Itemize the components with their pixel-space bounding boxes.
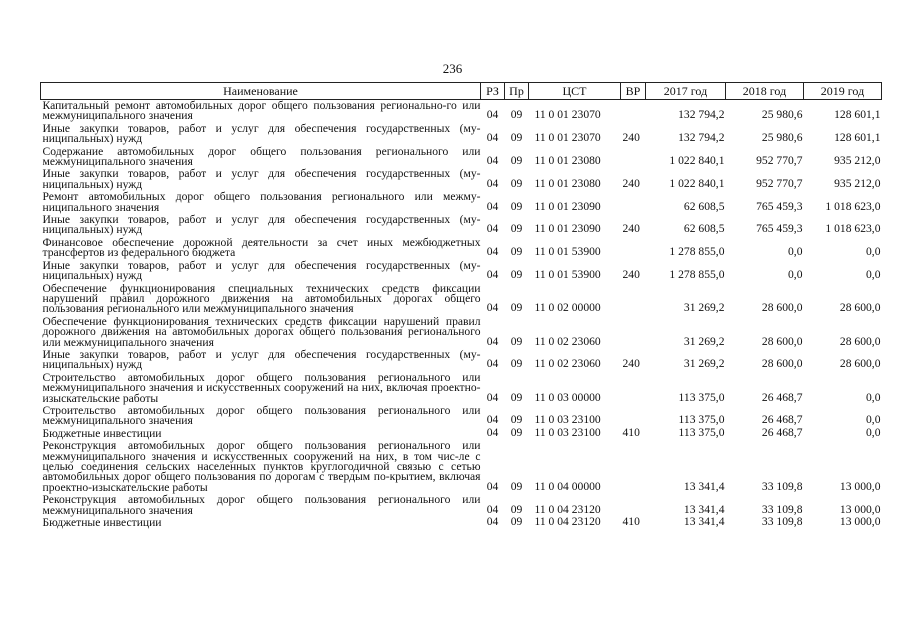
- row-value-2017: 132 794,2: [678, 108, 725, 122]
- row-vr: 240: [622, 131, 640, 145]
- row-pr: 09: [510, 301, 523, 315]
- row-cst: 11 0 03 23100: [534, 413, 601, 427]
- row-vr: 240: [622, 176, 640, 190]
- table-row: [41, 260, 882, 283]
- header-cst: ЦСТ: [529, 83, 621, 100]
- row-value-2019: 28 600,0: [839, 357, 881, 371]
- row-value-2017: 1 278 855,0: [669, 268, 725, 282]
- row-value-2019: 0,0: [866, 245, 881, 259]
- header-name: Наименование: [41, 83, 481, 100]
- row-value-2019: 13 000,0: [839, 515, 881, 529]
- row-vr: 240: [622, 357, 640, 371]
- row-vr: [621, 316, 646, 349]
- row-value-2017: 1 022 840,1: [669, 154, 725, 168]
- row-value-2019: 128 601,1: [834, 108, 881, 122]
- table-row: [41, 146, 882, 169]
- table-row: [41, 349, 882, 372]
- row-pr: 09: [510, 108, 523, 122]
- row-value-2018: 25 980,6: [761, 131, 803, 145]
- table-row: [41, 494, 882, 517]
- row-name: Бюджетные инвестиции: [42, 516, 162, 530]
- row-value-2017: 62 608,5: [683, 222, 725, 236]
- row-value-2019: 935 212,0: [834, 154, 881, 168]
- row-value-2018: 26 468,7: [761, 413, 803, 427]
- row-value-2017: 113 375,0: [678, 390, 725, 404]
- budget-table: [40, 82, 882, 529]
- row-name: Бюджетные инвестиции: [42, 426, 162, 440]
- row-cst: 11 0 04 23120: [534, 515, 601, 529]
- row-name: Обеспечение функционирования технических средств фиксации нарушений правил дорожного движения на автомобильных дорогах общего пользования регионального или межмуниципального значения: [42, 314, 481, 349]
- row-pr: 09: [510, 515, 523, 529]
- table-row: [41, 191, 882, 214]
- row-cst: 11 0 03 00000: [534, 390, 601, 404]
- row-rz: 04: [486, 357, 499, 371]
- row-name: Строительство автомобильных дорог общего пользования регионального или межмуниципального значения: [42, 403, 481, 428]
- row-pr: 09: [510, 425, 523, 439]
- row-vr: [621, 405, 646, 428]
- row-vr: [621, 283, 646, 316]
- row-value-2018: 0,0: [788, 245, 803, 259]
- row-pr: 09: [510, 413, 523, 427]
- row-rz: 04: [486, 108, 499, 122]
- row-rz: 04: [486, 131, 499, 145]
- row-cst: 11 0 04 23120: [534, 502, 601, 516]
- row-rz: 04: [486, 502, 499, 516]
- table-row: [41, 405, 882, 428]
- row-value-2018: 33 109,8: [761, 479, 803, 493]
- row-value-2019: 28 600,0: [839, 334, 881, 348]
- row-name: Иные закупки товаров, работ и услуг для обеспечения государственных (му-ниципальных) нужд: [42, 213, 481, 237]
- row-rz: 04: [486, 479, 499, 493]
- row-value-2017: 62 608,5: [683, 199, 725, 213]
- row-value-2018: 33 109,8: [761, 515, 803, 529]
- row-pr: 09: [510, 357, 523, 371]
- row-value-2019: 28 600,0: [839, 301, 881, 315]
- row-value-2018: 33 109,8: [761, 502, 803, 516]
- table-body: [41, 100, 882, 530]
- row-vr: [621, 372, 646, 405]
- header-2017: 2017 год: [646, 83, 726, 100]
- table-row: [41, 100, 882, 123]
- row-vr: 410: [622, 515, 640, 529]
- row-vr: [621, 440, 646, 494]
- row-value-2019: 935 212,0: [834, 176, 881, 190]
- row-value-2019: 128 601,1: [834, 131, 881, 145]
- row-cst: 11 0 01 53900: [534, 268, 601, 282]
- row-cst: 11 0 01 23080: [534, 176, 601, 190]
- row-rz: 04: [486, 413, 499, 427]
- row-vr: [621, 191, 646, 214]
- row-cst: 11 0 01 53900: [534, 245, 601, 259]
- row-pr: 09: [510, 502, 523, 516]
- row-value-2019: 1 018 623,0: [825, 222, 881, 236]
- row-value-2017: 113 375,0: [678, 413, 725, 427]
- row-cst: 11 0 01 23090: [534, 222, 601, 236]
- row-rz: 04: [486, 425, 499, 439]
- row-name: Обеспечение функционирования специальных технических средств фиксации нарушений правил дорожного движения на автомобильных дорогах общего пользования регионального или межмуниципального значения: [42, 281, 481, 316]
- row-value-2018: 765 459,3: [756, 222, 803, 236]
- row-value-2017: 13 341,4: [683, 479, 725, 493]
- row-cst: 11 0 04 00000: [534, 479, 601, 493]
- row-rz: 04: [486, 268, 499, 282]
- row-value-2017: 132 794,2: [678, 131, 725, 145]
- row-name: Реконструкция автомобильных дорог общего пользования регионального или межмуниципального значения и искусственных сооружений на них, в том чис-ле с целью соединения сельских населенных пунктов круглогодичной связью с сетью автомобильных дорог общего пользования по дорогам с твердым по-крытием, включая проектно-изыскательские работы: [42, 439, 481, 494]
- row-rz: 04: [486, 334, 499, 348]
- row-value-2019: 13 000,0: [839, 479, 881, 493]
- row-rz: 04: [486, 176, 499, 190]
- table-row: [41, 316, 882, 349]
- row-rz: 04: [486, 199, 499, 213]
- row-cst: 11 0 02 23060: [534, 357, 601, 371]
- row-value-2017: 13 341,4: [683, 515, 725, 529]
- header-vr: ВР: [621, 83, 646, 100]
- table-row: [41, 440, 882, 494]
- table-row: [41, 123, 882, 146]
- row-pr: 09: [510, 222, 523, 236]
- row-value-2019: 0,0: [866, 268, 881, 282]
- row-value-2017: 113 375,0: [678, 425, 725, 439]
- table-row: [41, 283, 882, 316]
- row-value-2017: 31 269,2: [683, 334, 725, 348]
- row-name: Иные закупки товаров, работ и услуг для обеспечения государственных (му-ниципальных) нужд: [42, 121, 481, 146]
- table-row: [41, 168, 882, 191]
- row-vr: 240: [622, 268, 640, 282]
- row-pr: 09: [510, 245, 523, 259]
- row-value-2018: 25 980,6: [761, 108, 803, 122]
- row-pr: 09: [510, 154, 523, 168]
- row-value-2018: 952 770,7: [756, 176, 803, 190]
- row-vr: [621, 494, 646, 517]
- row-value-2017: 1 022 840,1: [669, 176, 725, 190]
- row-vr: [621, 237, 646, 260]
- row-name: Ремонт автомобильных дорог общего пользования регионального или межму-ниципального значения: [42, 190, 481, 214]
- row-value-2018: 28 600,0: [761, 357, 803, 371]
- row-value-2018: 26 468,7: [761, 425, 803, 439]
- row-rz: 04: [486, 515, 499, 529]
- row-name: Реконструкция автомобильных дорог общего пользования регионального или межмуниципального значения: [42, 493, 481, 517]
- header-rz: РЗ: [481, 83, 505, 100]
- table-row: [41, 517, 882, 529]
- row-pr: 09: [510, 131, 523, 145]
- row-value-2019: 13 000,0: [839, 502, 881, 516]
- row-cst: 11 0 02 23060: [534, 334, 601, 348]
- row-rz: 04: [486, 222, 499, 236]
- row-value-2017: 31 269,2: [683, 301, 725, 315]
- row-value-2019: 0,0: [866, 425, 881, 439]
- table-row: [41, 372, 882, 405]
- table-row: [41, 237, 882, 260]
- row-value-2017: 1 278 855,0: [669, 245, 725, 259]
- page-number: 236: [442, 61, 463, 76]
- row-value-2018: 26 468,7: [761, 390, 803, 404]
- row-name: Иные закупки товаров, работ и услуг для обеспечения государственных (му-ниципальных) нужд: [42, 258, 481, 283]
- row-name: Финансовое обеспечение дорожной деятельности за счет иных межбюджетных трансфертов из федерального бюджета: [42, 235, 481, 260]
- row-vr: [621, 100, 646, 123]
- row-value-2018: 28 600,0: [761, 334, 803, 348]
- header-2018: 2018 год: [726, 83, 804, 100]
- row-name: Содержание автомобильных дорог общего пользования регионального или межмуниципального значения: [42, 144, 481, 169]
- row-value-2019: 1 018 623,0: [825, 199, 881, 213]
- row-name: Строительство автомобильных дорог общего пользования регионального или межмуниципального значения и искусственных сооружений на них, включая проектно-изыскательские работы: [42, 370, 481, 405]
- row-pr: 09: [510, 199, 523, 213]
- row-vr: 240: [622, 222, 640, 236]
- row-value-2019: 0,0: [866, 390, 881, 404]
- row-cst: 11 0 01 23080: [534, 154, 601, 168]
- table-header-row: [41, 83, 882, 100]
- row-value-2018: 28 600,0: [761, 301, 803, 315]
- row-vr: 410: [622, 425, 640, 439]
- row-value-2018: 0,0: [788, 268, 803, 282]
- row-value-2017: 13 341,4: [683, 502, 725, 516]
- row-name: Иные закупки товаров, работ и услуг для обеспечения государственных (му-ниципальных) нужд: [42, 167, 481, 191]
- row-cst: 11 0 01 23070: [534, 108, 601, 122]
- row-value-2019: 0,0: [866, 413, 881, 427]
- table-row: [41, 214, 882, 237]
- row-cst: 11 0 02 00000: [534, 301, 601, 315]
- row-rz: 04: [486, 154, 499, 168]
- header-2019: 2019 год: [804, 83, 882, 100]
- row-pr: 09: [510, 479, 523, 493]
- row-pr: 09: [510, 334, 523, 348]
- row-pr: 09: [510, 176, 523, 190]
- row-pr: 09: [510, 268, 523, 282]
- row-value-2018: 765 459,3: [756, 199, 803, 213]
- row-name: Иные закупки товаров, работ и услуг для обеспечения государственных (му-ниципальных) нужд: [42, 347, 481, 372]
- row-value-2018: 952 770,7: [756, 154, 803, 168]
- header-pr: Пр: [505, 83, 529, 100]
- row-rz: 04: [486, 390, 499, 404]
- row-rz: 04: [486, 301, 499, 315]
- row-cst: 11 0 01 23090: [534, 199, 601, 213]
- row-cst: 11 0 01 23070: [534, 131, 601, 145]
- row-value-2017: 31 269,2: [683, 357, 725, 371]
- row-pr: 09: [510, 390, 523, 404]
- row-rz: 04: [486, 245, 499, 259]
- row-cst: 11 0 03 23100: [534, 425, 601, 439]
- row-vr: [621, 146, 646, 169]
- row-name: Капитальный ремонт автомобильных дорог общего пользования регионально-го или межмуниципального значения: [42, 99, 481, 123]
